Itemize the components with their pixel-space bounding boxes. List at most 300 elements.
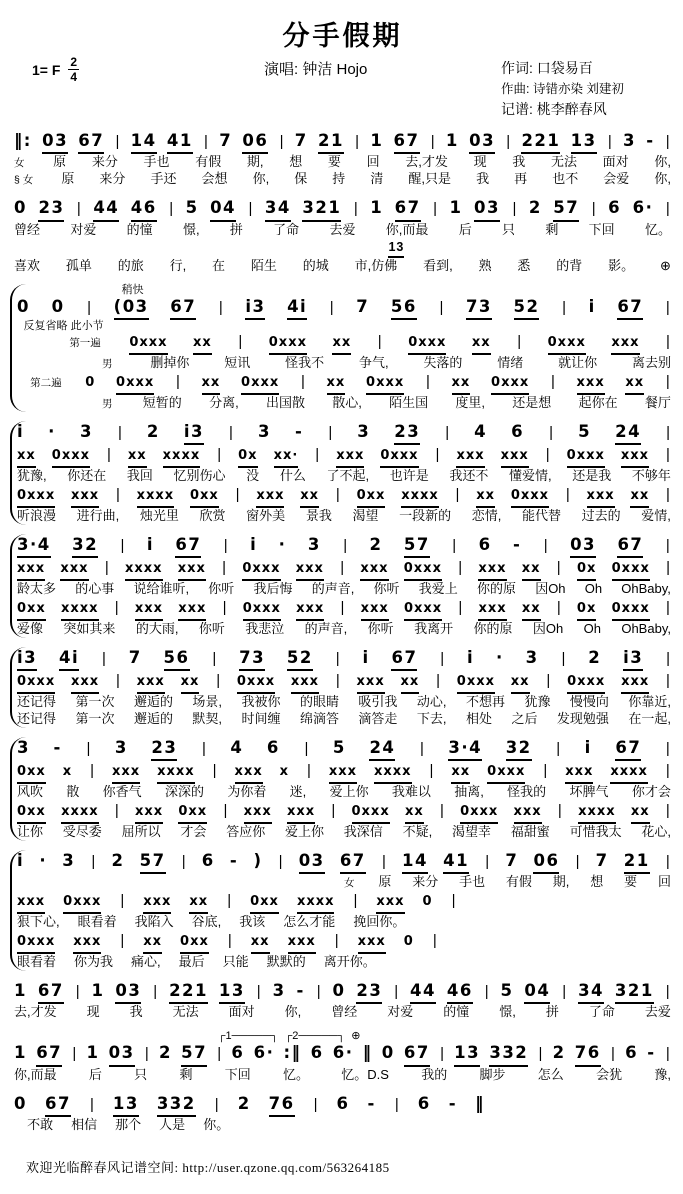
barline: |: [313, 1095, 318, 1113]
lyric-syllable: 删掉你: [150, 355, 190, 371]
barline: |: [114, 599, 119, 617]
note-group: 2: [111, 850, 125, 870]
note-group: 0xxx: [548, 335, 586, 355]
lyric-syllable: 你香气: [102, 784, 142, 800]
lyric-syllable: 手也: [143, 154, 170, 170]
note-group: 0xxx: [241, 375, 279, 395]
lyric-syllable: 来分: [91, 154, 118, 170]
barline: |: [316, 982, 321, 1000]
barline: |: [335, 486, 340, 504]
rap-row: [17, 598, 671, 621]
lyric-syllable: 渴望: [352, 507, 379, 523]
note-group: xx: [522, 601, 541, 621]
lyric-syllable: 去爱: [644, 1004, 671, 1020]
note-group: ·: [39, 850, 48, 870]
lyric-syllable: 不想再: [465, 694, 505, 710]
lyric-syllable: 来分: [412, 874, 439, 890]
note-group: xxx: [71, 488, 99, 508]
lyric-syllable: 还记得: [17, 694, 57, 710]
row-prefix-label: § 女: [14, 174, 34, 187]
lyric-syllable: 景我: [305, 507, 332, 523]
row-prefix-label: 男: [102, 358, 113, 371]
lyric-syllable: 现: [86, 1004, 100, 1020]
lyric-syllable: 再: [514, 171, 528, 187]
sidenote-text: 反复省略 此小节: [23, 320, 104, 333]
lyric-syllable: 还是想: [512, 394, 552, 410]
note-group: ‖: [362, 1043, 373, 1063]
note-group: 3: [525, 647, 539, 667]
note-group: xxx: [514, 804, 542, 824]
lyric-syllable: 要: [327, 154, 341, 170]
lyrics-row: [27, 1117, 671, 1134]
barline: |: [455, 486, 460, 504]
lyric-syllable: 起你在: [578, 394, 618, 410]
system: [14, 1093, 671, 1134]
barline: |: [546, 672, 551, 690]
lyric-syllable: 你听: [208, 581, 235, 597]
barline: |: [665, 739, 670, 757]
lyric-syllable: 你,: [654, 171, 671, 187]
barline: |: [543, 536, 548, 554]
note-group: 0xx: [357, 488, 386, 508]
note-group: -: [647, 1043, 656, 1063]
note-group: 332: [489, 1042, 528, 1066]
lyric-syllable: 喜欢: [14, 257, 41, 273]
note-group: xxx: [288, 934, 316, 954]
barline: |: [429, 762, 434, 780]
lyric-syllable: 能代替: [521, 507, 561, 523]
lyric-syllable: 只: [134, 1066, 148, 1082]
lyric-syllable: 花心,: [641, 824, 671, 840]
note-group: 03: [474, 197, 500, 221]
lyric-syllable: 忆别伤心: [173, 468, 226, 484]
note-group: xx: [202, 375, 221, 395]
note-group: ): [253, 850, 263, 870]
lyric-syllable: 有假: [195, 154, 222, 170]
barline: |: [144, 1045, 149, 1063]
lyric-syllable: 迷,: [289, 784, 307, 800]
barline: |: [227, 932, 232, 950]
note-group: -: [646, 131, 655, 150]
lyric-syllable: 不疑,: [402, 824, 433, 840]
barline: |: [665, 536, 670, 554]
transcriber-credit: 记谱: 桃李醉春风: [501, 101, 607, 118]
lyrics-row: [17, 824, 671, 841]
lyric-syllable: Oh: [583, 620, 601, 636]
notes-row: [17, 737, 671, 761]
note-group: 7: [505, 850, 519, 870]
barline: |: [394, 982, 399, 1000]
note-group: 06: [242, 130, 268, 154]
lyric-syllable: 之后: [511, 711, 538, 727]
note-group: i3: [17, 647, 37, 671]
note-group: 0: [51, 296, 65, 316]
note-group: 0xx: [17, 601, 46, 621]
lyric-syllable: 对爱: [387, 1004, 414, 1020]
marker-row: [122, 284, 671, 296]
lyric-syllable: 听浪漫: [17, 507, 57, 523]
note-group: xx: [631, 804, 650, 824]
lyric-syllable: 看到,: [423, 257, 453, 273]
note-group: i: [17, 850, 25, 870]
lyric-syllable: 行,: [169, 257, 187, 273]
note-group: xx: [451, 764, 470, 784]
notes-row: [17, 647, 671, 671]
note-group: xxx: [360, 561, 388, 581]
note-group: xxx: [565, 764, 593, 784]
note-group: 0: [14, 198, 27, 218]
barline: |: [169, 200, 174, 218]
note-group: 5: [185, 198, 199, 218]
note-group: 57: [553, 197, 579, 221]
notes-row: [14, 980, 671, 1004]
barline: |: [175, 373, 180, 391]
note-group: 13: [571, 130, 597, 154]
note-group: 32: [72, 534, 98, 558]
barline: |: [218, 298, 223, 316]
note-group: 0: [332, 980, 346, 1000]
note-group: 24: [615, 421, 641, 445]
note-group: 14: [402, 850, 428, 874]
barline: |: [216, 672, 221, 690]
note-group: xxx: [501, 448, 529, 468]
note-group: xxx: [478, 601, 506, 621]
note-group: 0xxx: [612, 601, 650, 621]
note-group: 0xxx: [380, 448, 418, 468]
lyrics-row: [17, 694, 671, 711]
note-group: i3: [184, 421, 204, 445]
note-group: 0: [85, 375, 96, 391]
note-group: 4: [230, 737, 244, 757]
note-group: 23: [356, 980, 382, 1004]
lyric-syllable: 我后悔: [253, 581, 293, 597]
note-group: xxx: [478, 561, 506, 581]
lyric-syllable: 犹豫,: [17, 468, 47, 484]
rap-row: [17, 671, 671, 694]
barline: |: [217, 446, 222, 464]
note-group: xxxx: [157, 764, 195, 784]
lyric-syllable: OhBaby,: [621, 620, 671, 636]
note-group: 1: [370, 198, 384, 218]
note-group: xx: [472, 335, 491, 355]
lyric-syllable: 受尽委: [62, 824, 102, 840]
system: [14, 130, 671, 188]
lyric-syllable: 滴答走: [358, 711, 398, 727]
lyric-syllable: 手还: [150, 171, 177, 187]
note-group: xxx: [296, 601, 324, 621]
lyric-syllable: 你还在: [67, 468, 107, 484]
barline: |: [335, 649, 340, 667]
note-group: 0xxx: [269, 335, 307, 355]
note-group: 5: [332, 737, 346, 757]
barline: |: [101, 649, 106, 667]
notes-row: [17, 534, 671, 558]
note-group: 0: [381, 1043, 395, 1063]
lyric-syllable: 什么: [279, 468, 306, 484]
lyric-syllable: 保: [294, 171, 308, 187]
note-group: xxx: [361, 601, 389, 621]
lyric-syllable: 曾经: [14, 221, 41, 237]
note-group: 321: [615, 980, 654, 1004]
lyric-syllable: 的憧: [126, 221, 153, 237]
lyric-syllable: 坏脾气: [569, 784, 609, 800]
barline: |: [256, 982, 261, 1000]
lyric-syllable: 狠下心,: [17, 914, 60, 930]
barline: |: [343, 536, 348, 554]
note-group: xx: [189, 894, 208, 914]
lyric-syllable: 回: [366, 154, 380, 170]
barline: |: [538, 1045, 543, 1063]
note-group: xxxx: [163, 448, 201, 468]
note-group: 5: [578, 421, 592, 441]
lyric-syllable: 一段新的: [399, 507, 452, 523]
note-group: x: [62, 764, 73, 780]
note-group: xx: [181, 674, 200, 694]
note-group: 2: [528, 198, 542, 218]
note-group: 4i: [59, 647, 79, 671]
barline: |: [666, 423, 670, 441]
lyric-syllable: 场景,: [192, 694, 223, 710]
note-group: xx: [630, 488, 649, 508]
note-group: 221: [521, 130, 560, 154]
note-group: 46: [447, 980, 473, 1004]
note-group: 3: [357, 421, 371, 441]
note-group: 67: [78, 130, 104, 154]
note-group: i: [362, 647, 370, 667]
note-group: xx: [143, 934, 162, 954]
note-group: xx: [401, 674, 420, 694]
lyric-syllable: 你,而最: [14, 1066, 57, 1082]
note-group: 41: [167, 130, 193, 154]
lyrics-row: [14, 222, 671, 239]
barline: |: [665, 133, 670, 150]
barline: |: [550, 373, 555, 391]
note-group: 14: [131, 130, 157, 154]
lyric-syllable: 憬,: [182, 221, 200, 237]
lyric-syllable: 脚步: [479, 1066, 506, 1082]
note-group: 0: [17, 296, 30, 316]
lyric-syllable: 还记得: [17, 711, 57, 727]
note-group: xxx: [456, 448, 484, 468]
barline: |: [106, 446, 111, 464]
performer-credit: 演唱: 钟洁 Hojo: [264, 61, 368, 78]
barline: |: [557, 802, 562, 820]
lyric-syllable: 犹豫: [524, 694, 551, 710]
lyric-syllable: 原: [53, 154, 67, 170]
note-group: 332: [157, 1093, 196, 1117]
barline: |: [115, 133, 120, 150]
lyrics-row: [102, 395, 671, 412]
note-group: xx: [128, 448, 147, 468]
barline: |: [377, 333, 382, 351]
note-group: xxx: [291, 674, 319, 694]
system: [10, 421, 671, 525]
barline: |: [315, 446, 320, 464]
lyric-syllable: 怎么才能: [283, 914, 336, 930]
note-group: 2: [146, 421, 160, 441]
note-group: i: [146, 534, 154, 554]
barline: |: [115, 672, 120, 690]
lyric-syllable: 去,才发: [14, 1004, 57, 1020]
note-group: xxx: [611, 335, 639, 355]
lyric-syllable: 没: [246, 468, 260, 484]
lyric-syllable: 的旅: [117, 257, 144, 273]
lyric-syllable: 期,: [246, 154, 264, 170]
lyric-syllable: 我悲泣: [245, 620, 285, 636]
note-group: (03: [114, 296, 149, 320]
lyric-syllable: 风吹: [17, 784, 44, 800]
lyrics-row: [102, 355, 671, 372]
note-group: xxx: [143, 894, 171, 914]
barline: |: [222, 599, 227, 617]
marker-text: ┌1─────┐ ┌2─────┐ ⊕: [217, 1030, 361, 1043]
barline: |: [212, 762, 217, 780]
lyrics-row: [17, 621, 671, 638]
lyric-syllable: 你,: [654, 154, 671, 170]
lyric-syllable: 手也: [459, 874, 486, 890]
note-group: 1: [449, 198, 463, 218]
note-group: ·: [278, 534, 287, 554]
note-group: -: [294, 421, 304, 441]
note-group: 3·4: [17, 534, 51, 558]
time-signature: [68, 56, 79, 83]
note-group: xxx: [287, 804, 315, 824]
note-group: 03: [469, 130, 495, 154]
lyric-syllable: 对爱: [70, 221, 97, 237]
note-group: xxxx: [610, 764, 648, 784]
barline: |: [451, 892, 456, 910]
note-group: 0xxx: [129, 335, 167, 355]
lyric-syllable: 原: [61, 171, 75, 187]
lyric-syllable: 屈所以: [121, 824, 161, 840]
lyric-syllable: 孤单: [65, 257, 92, 273]
lyric-syllable: 相处: [465, 711, 492, 727]
lyric-syllable: 只能: [222, 953, 249, 969]
lyric-syllable: 散心,: [332, 394, 362, 410]
lyric-syllable: 你。: [203, 1117, 230, 1133]
note-group: 44: [93, 197, 119, 221]
lyric-syllable: 离开你。: [323, 953, 376, 969]
note-group: xxx: [71, 674, 99, 694]
note-group: xx: [251, 934, 270, 954]
note-group: x: [279, 764, 290, 780]
lyric-syllable: 剩: [179, 1066, 193, 1082]
note-group: 34: [578, 980, 604, 1004]
note-group: xxxx: [401, 488, 439, 508]
lyric-syllable: 下回: [588, 221, 615, 237]
note-group: 1: [14, 980, 27, 1000]
note-group: xxx: [357, 674, 385, 694]
notes-row: [17, 850, 671, 874]
time-signature-numerator: 2: [70, 55, 78, 69]
note-group: 0xxx: [352, 804, 390, 824]
barline: |: [340, 599, 345, 617]
barline: |: [506, 133, 511, 150]
barline: |: [300, 373, 305, 391]
note-group: 03: [115, 980, 141, 1004]
barline: |: [117, 423, 122, 441]
note-group: xxx: [296, 561, 324, 581]
score-systems: [14, 130, 671, 1134]
lyric-syllable: 你的原: [476, 581, 516, 597]
note-group: 7: [595, 850, 609, 870]
barline: |: [610, 1045, 615, 1063]
barline: |: [666, 486, 670, 504]
lyric-syllable: 谷底,: [191, 914, 222, 930]
system: [14, 980, 671, 1021]
note-group: 3: [79, 421, 93, 441]
note-group: 03: [570, 534, 596, 558]
lyric-syllable: 你听: [373, 581, 400, 597]
barline: |: [665, 762, 670, 780]
row-prefix-label: 女: [344, 877, 355, 890]
note-group: 73: [466, 296, 492, 320]
lyrics-row: [14, 171, 671, 188]
note-group: xx: [625, 375, 644, 395]
lyric-syllable: 了命: [588, 1004, 615, 1020]
lyric-syllable: 的声音,: [311, 581, 355, 597]
lyric-syllable: 你为我: [74, 953, 114, 969]
barline: |: [355, 133, 360, 150]
notes-row: [17, 296, 671, 320]
lyric-syllable: 回: [657, 874, 671, 890]
lyric-syllable: 去,才发: [405, 154, 448, 170]
notes-row: [14, 197, 671, 221]
lyric-syllable: 拼: [229, 221, 243, 237]
note-group: 0xxx: [242, 561, 280, 581]
lyric-syllable: 答应你: [226, 824, 266, 840]
barline: |: [517, 333, 522, 351]
barline: |: [565, 486, 570, 504]
note-group: 13: [388, 239, 404, 258]
lyric-syllable: 的背: [556, 257, 583, 273]
lyrics-row: [17, 581, 671, 598]
note-group: 52: [287, 647, 313, 671]
row-prefix-label: 男: [102, 397, 113, 410]
note-group: ·: [48, 421, 56, 441]
lyric-syllable: 就让你: [558, 355, 598, 371]
barline: |: [436, 672, 440, 690]
note-group: 6: [625, 1043, 639, 1063]
row-prefix-label: 女: [14, 157, 25, 170]
system: [10, 284, 671, 412]
barline: |: [666, 559, 670, 577]
barline: |: [545, 446, 550, 464]
note-group: xxx: [587, 488, 615, 508]
barline: |: [484, 982, 489, 1000]
note-group: 0xxx: [17, 674, 55, 694]
note-group: 2: [158, 1043, 172, 1063]
barline: |: [439, 802, 444, 820]
lyric-syllable: 渴望幸: [451, 824, 491, 840]
lyric-syllable: 我被你: [241, 694, 281, 710]
lyric-syllable: 忆。D.S: [341, 1066, 389, 1082]
note-group: 23: [151, 737, 177, 761]
note-group: xxx: [336, 448, 364, 468]
note-group: xxx: [178, 601, 206, 621]
barline: |: [433, 200, 438, 218]
note-group: xxx: [137, 674, 165, 694]
note-group: xxx: [621, 448, 649, 468]
lyric-syllable: 了命: [273, 221, 300, 237]
note-group: 0xxx: [243, 601, 281, 621]
note-group: xxx: [577, 375, 605, 395]
lyric-syllable: 去爱: [329, 221, 356, 237]
barline: |: [556, 739, 561, 757]
barline: |: [562, 982, 567, 1000]
lyric-syllable: 我难以: [391, 784, 431, 800]
barline: |: [666, 649, 670, 667]
